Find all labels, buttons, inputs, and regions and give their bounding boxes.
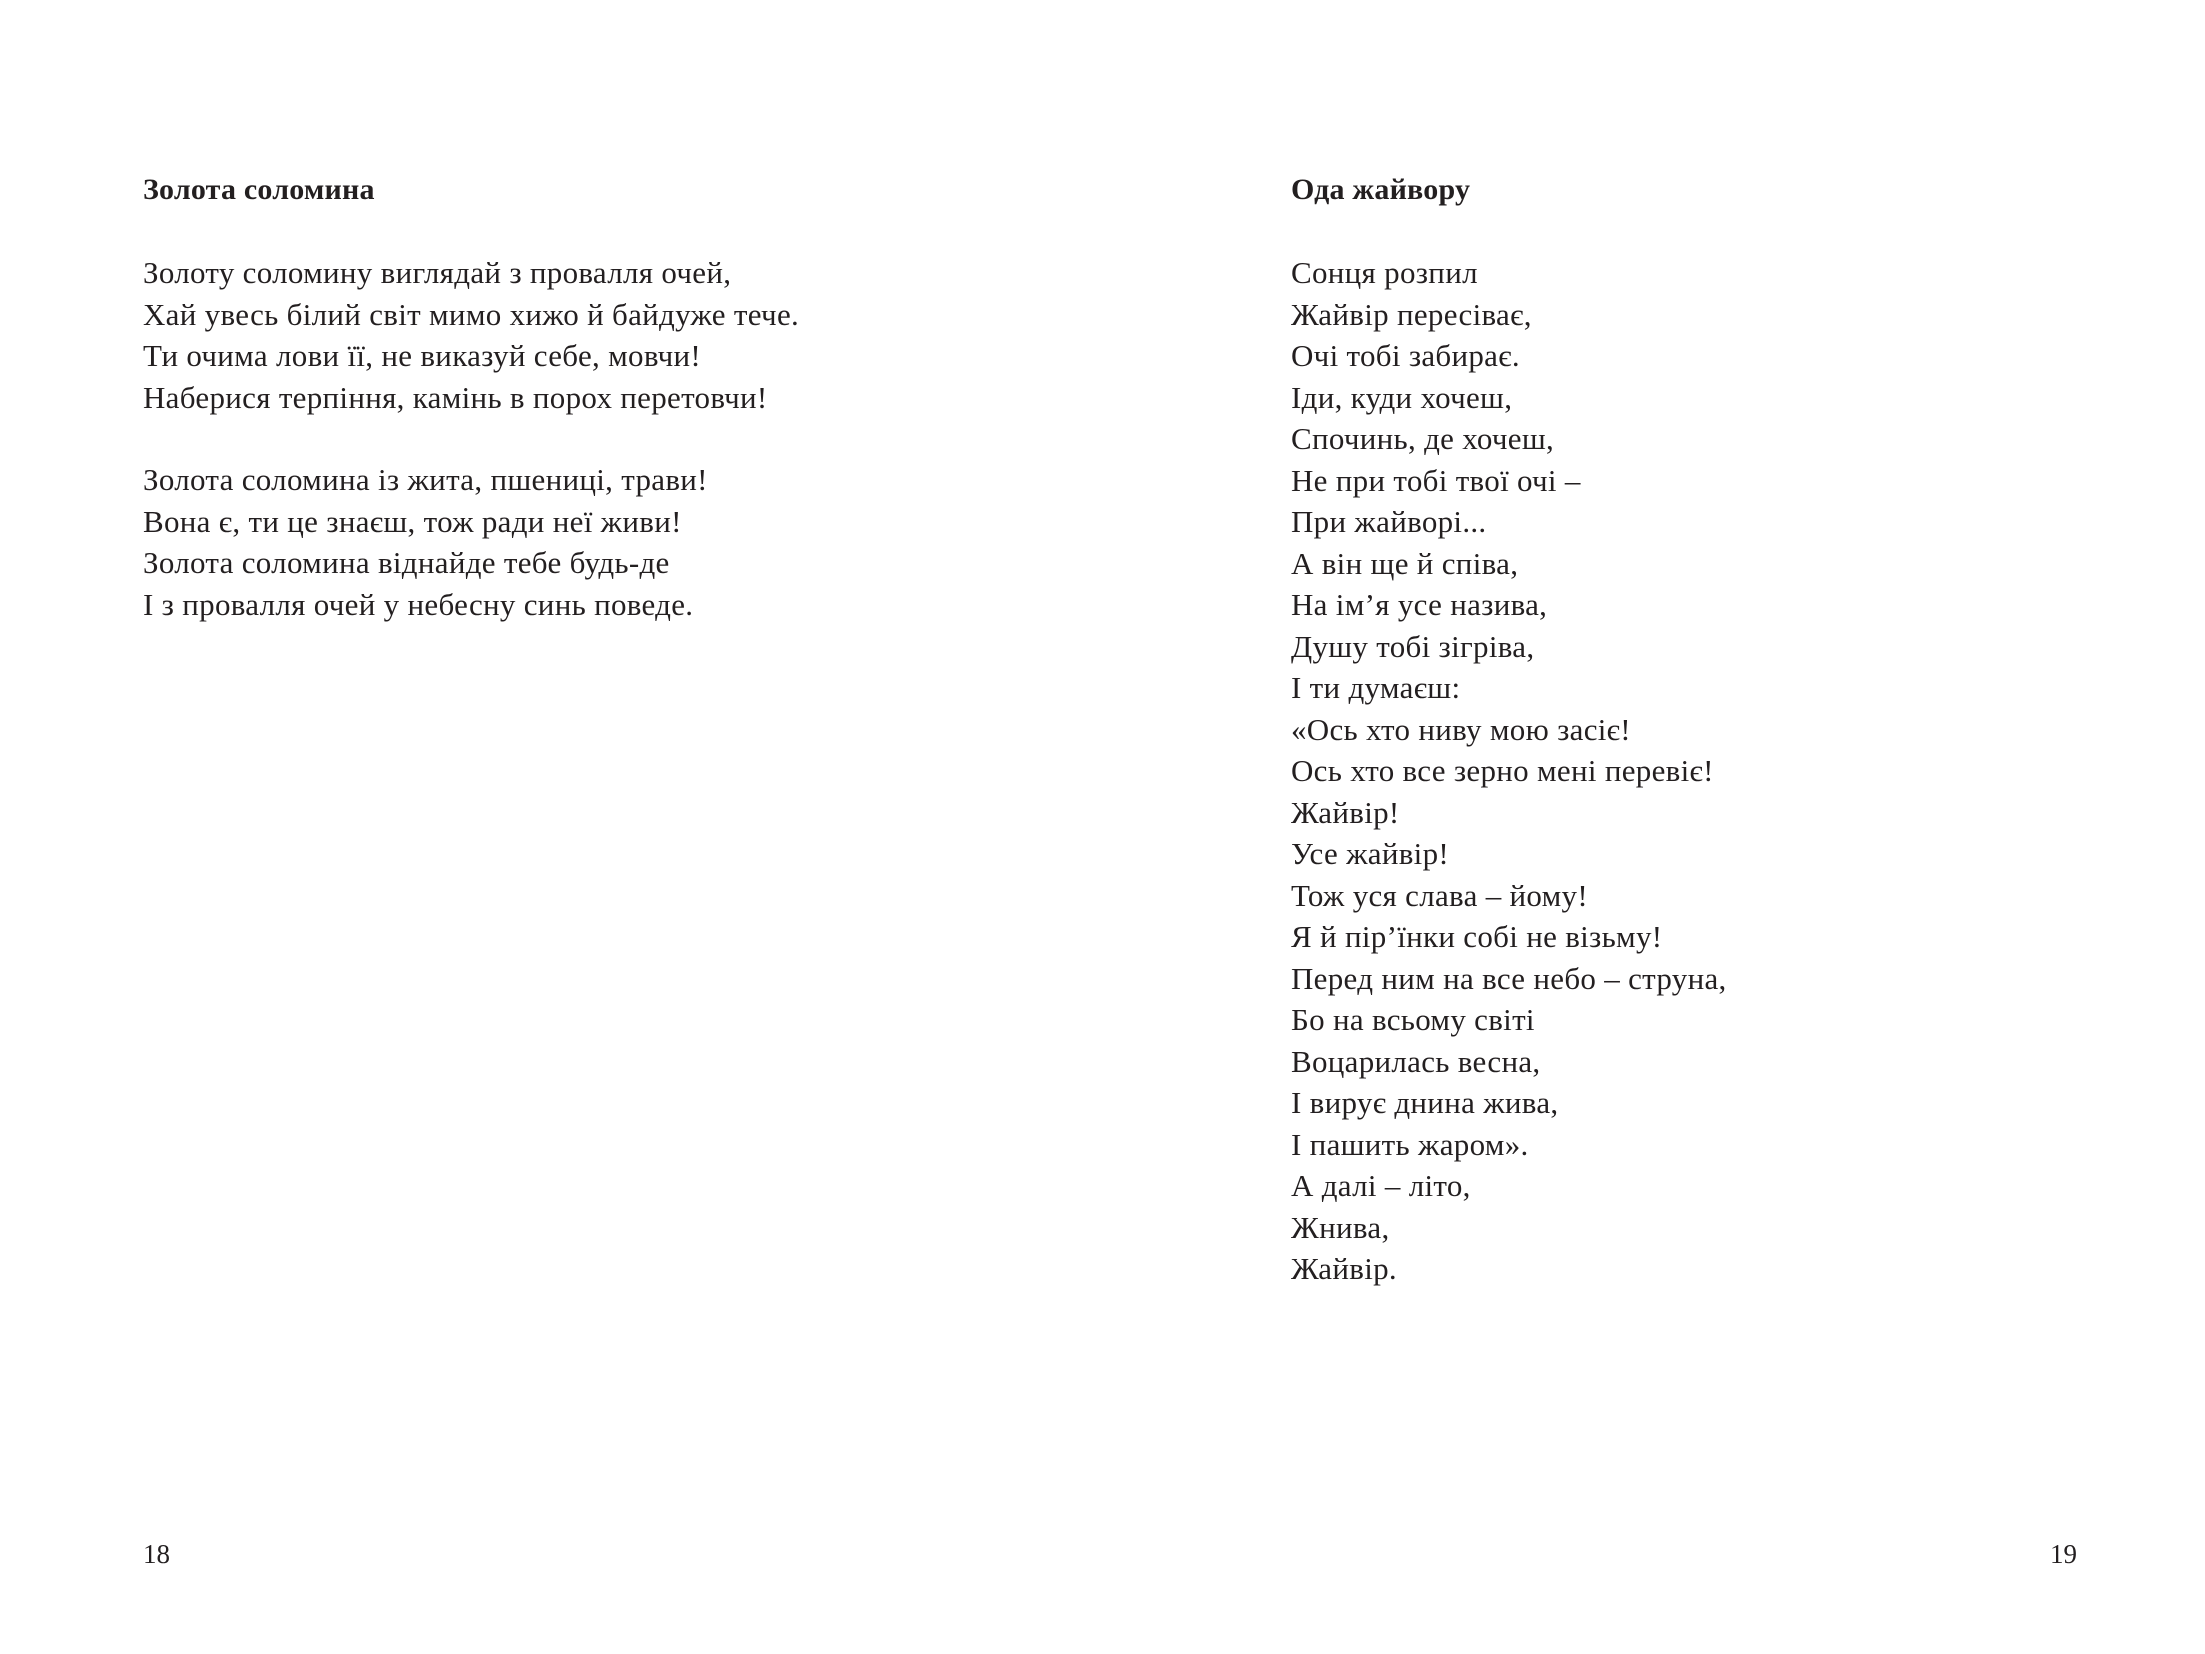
page-number: 18: [143, 1539, 170, 1569]
poem-line: Ти очима лови її, не виказуй себе, мовчи!: [143, 338, 701, 373]
poem-line: Жайвір!: [1291, 794, 1400, 830]
poem-line: Перед ним на все небо – струна,: [1291, 960, 1727, 996]
poem-line: Жайвір.: [1291, 1251, 1397, 1286]
poem-line: І пашить жаром».: [1291, 1126, 1529, 1162]
right-page: [1102, 0, 2204, 1654]
poem-line: Іди, куди хочеш,: [1291, 379, 1513, 415]
poem-line: «Ось хто ниву мою засіє!: [1291, 711, 1631, 747]
stanza: [1291, 252, 1727, 1290]
poem-line: Воцарилась весна,: [1291, 1043, 1541, 1079]
poem-line: Очі тобі забирає.: [1291, 338, 1520, 373]
poem-line: Усе жайвір!: [1291, 836, 1450, 871]
poem-line: Ось хто все зерно мені перевіє!: [1291, 753, 1714, 788]
poem-line: Сонця розпил: [1291, 255, 1478, 290]
poem-line: Жайвір пересіває,: [1291, 296, 1532, 332]
poem-line: Золота соломина із жита, пшениці, трави!: [143, 462, 708, 497]
poem-line: І вирує днина жива,: [1291, 1085, 1559, 1120]
poem-line: Я й пір’їнки собі не візьму!: [1291, 919, 1663, 954]
poem-line: На ім’я усе назива,: [1291, 587, 1548, 622]
poem-line: Золота соломина віднайде тебе будь-де: [143, 545, 670, 580]
poem-line: Спочинь, де хочеш,: [1291, 421, 1555, 456]
poem-line: А він ще й співа,: [1291, 545, 1519, 581]
poem-line: Вона є, ти це знаєш, тож ради неї живи!: [143, 503, 682, 539]
poem-line: І ти думаєш:: [1291, 670, 1461, 705]
poem-line: Тож уся слава – йому!: [1291, 877, 1588, 913]
stanza: [143, 459, 708, 625]
poem-line: При жайворі...: [1291, 504, 1487, 539]
poem-line: Бо на всьому світі: [1291, 1002, 1535, 1037]
stanza: [143, 252, 799, 418]
poem-line: Душу тобі зігріва,: [1291, 628, 1535, 664]
poem-line: Не при тобі твої очі –: [1291, 462, 1581, 498]
left-page: [0, 0, 1102, 1654]
poem-line: Наберися терпіння, камінь в порох перетовчи!: [143, 379, 768, 415]
poem-line: А далі – літо,: [1291, 1168, 1471, 1203]
page-number: 19: [2050, 1539, 2077, 1569]
poem-title: Золота соломина: [143, 173, 375, 206]
poem-line: І з провалля очей у небесну синь поведе.: [143, 586, 694, 622]
poem-line: Хай увесь білий світ мимо хижо й байдуже тече.: [143, 296, 800, 332]
poem-line: Жнива,: [1291, 1209, 1390, 1245]
poem-title: Ода жайвору: [1291, 173, 1471, 206]
poem-line: Золоту соломину виглядай з провалля очей,: [143, 255, 732, 290]
